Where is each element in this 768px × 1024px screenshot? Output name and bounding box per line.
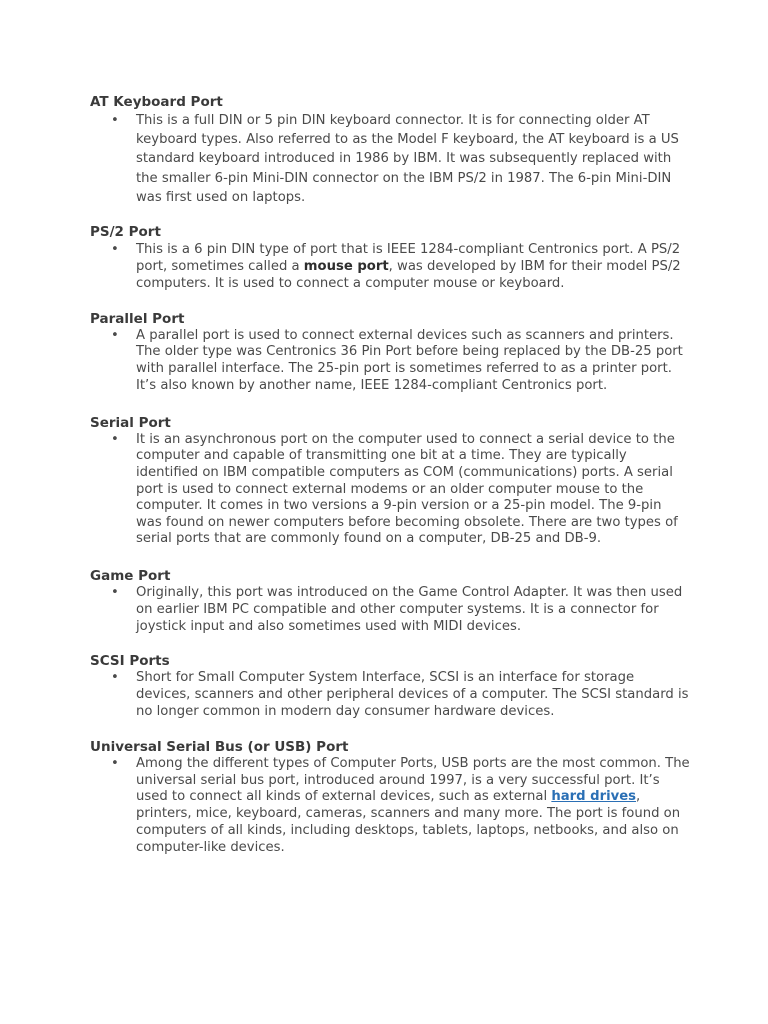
section-title: Serial Port bbox=[90, 414, 171, 431]
list-item bbox=[90, 111, 690, 207]
paragraph-text: A parallel port is used to connect external devices such as scanners and printers. The older type was Centronics 36 Pin Port before being replaced by the DB-25 port with parallel interface. The 25-pin port is sometimes referred to as a printer port. It’s also known by another name, IEEE 1284-compliant Centronics port. bbox=[136, 327, 683, 394]
paragraph-text-end: , was developed by IBM for their model PS/2 computers. It is used to connect a computer mouse or keyboard. bbox=[136, 259, 681, 292]
bullet-icon: • bbox=[111, 431, 119, 447]
section-title: Universal Serial Bus (or USB) Port bbox=[90, 738, 349, 755]
paragraph-text-start: This is a 6 pin DIN type of port that is IEEE 1284-compliant Centronics port. A PS/2 port, sometimes called a bbox=[136, 242, 681, 275]
list-item bbox=[90, 241, 690, 293]
section-title: SCSI Ports bbox=[90, 653, 170, 670]
bullet-icon: • bbox=[111, 755, 119, 771]
list-item bbox=[90, 328, 690, 395]
bullet-list bbox=[90, 670, 690, 720]
bullet-list bbox=[90, 328, 690, 395]
bullet-icon: • bbox=[111, 242, 119, 258]
paragraph-text: Originally, this port was introduced on the Game Control Adapter. It was then used on earlier IBM PC compatible and other computer systems. It is a connector for joystick input and also sometimes used with MIDI devices. bbox=[136, 584, 683, 634]
section-serial-port bbox=[90, 414, 690, 548]
section-title: Parallel Port bbox=[90, 310, 185, 327]
mouse-port-emphasis: mouse port bbox=[303, 259, 389, 275]
hard-drives-link[interactable]: hard drives bbox=[551, 789, 637, 805]
section-game-port bbox=[90, 567, 690, 635]
bullet-icon: • bbox=[111, 584, 119, 600]
bullet-list bbox=[90, 756, 690, 857]
bullet-icon: • bbox=[111, 327, 119, 343]
bullet-list bbox=[90, 241, 690, 293]
list-item bbox=[90, 756, 690, 857]
bullet-list bbox=[90, 432, 690, 548]
document-page bbox=[90, 93, 690, 857]
section-scsi-ports bbox=[90, 652, 690, 720]
list-item bbox=[90, 585, 690, 635]
list-item bbox=[90, 670, 690, 720]
section-ps2-port bbox=[90, 223, 690, 293]
section-title: Game Port bbox=[90, 567, 171, 584]
section-title: AT Keyboard Port bbox=[90, 94, 223, 110]
paragraph-text: Short for Small Computer System Interface, SCSI is an interface for storage devices, scanners and other peripheral devices of a computer. The SCSI standard is no longer common in modern day consumer hardware devices. bbox=[136, 670, 689, 719]
paragraph-text: It is an asynchronous port on the computer used to connect a serial device to the computer and capable of transmitting one bit at a time. They are typically identified on IBM compatible computers as COM (communications) ports. A serial port is used to connect external modems or an older computer mouse to the computer. It comes in two versions a 9-pin version or a 25-pin model. The 9-pin was found on newer computers before becoming obsolete. There are two types of serial ports that are commonly found on a computer, DB-25 and DB-9. bbox=[136, 431, 678, 547]
bullet-list bbox=[90, 585, 690, 635]
paragraph-text: This is a full DIN or 5 pin DIN keyboard connector. It is for connecting older AT keyboard types. Also referred to as the Model F keyboard, the AT keyboard is a US standard keyboard introduced in 1986 by IBM. It was subsequently replaced with the smaller 6-pin Mini-DIN connector on the IBM PS/2 in 1987. The 6-pin Mini-DIN was first used on laptops. bbox=[136, 113, 679, 205]
paragraph-text-end: , printers, mice, keyboard, cameras, scanners and many more. The port is found on computers of all kinds, including desktops, tablets, laptops, netbooks, and also on computer-like devices. bbox=[136, 789, 681, 855]
section-title: PS/2 Port bbox=[90, 224, 161, 241]
section-usb-port bbox=[90, 738, 690, 857]
bullet-icon: • bbox=[111, 670, 119, 686]
list-item bbox=[90, 432, 690, 548]
bullet-list bbox=[90, 111, 690, 207]
bullet-icon: • bbox=[111, 113, 119, 128]
section-at-keyboard-port bbox=[90, 93, 690, 207]
section-parallel-port bbox=[90, 310, 690, 395]
paragraph-text-start: Among the different types of Computer Ports, USB ports are the most common. The universal serial bus port, introduced around 1997, is a very successful port. It’s used to connect all kinds of external devices, such as external bbox=[136, 755, 690, 805]
